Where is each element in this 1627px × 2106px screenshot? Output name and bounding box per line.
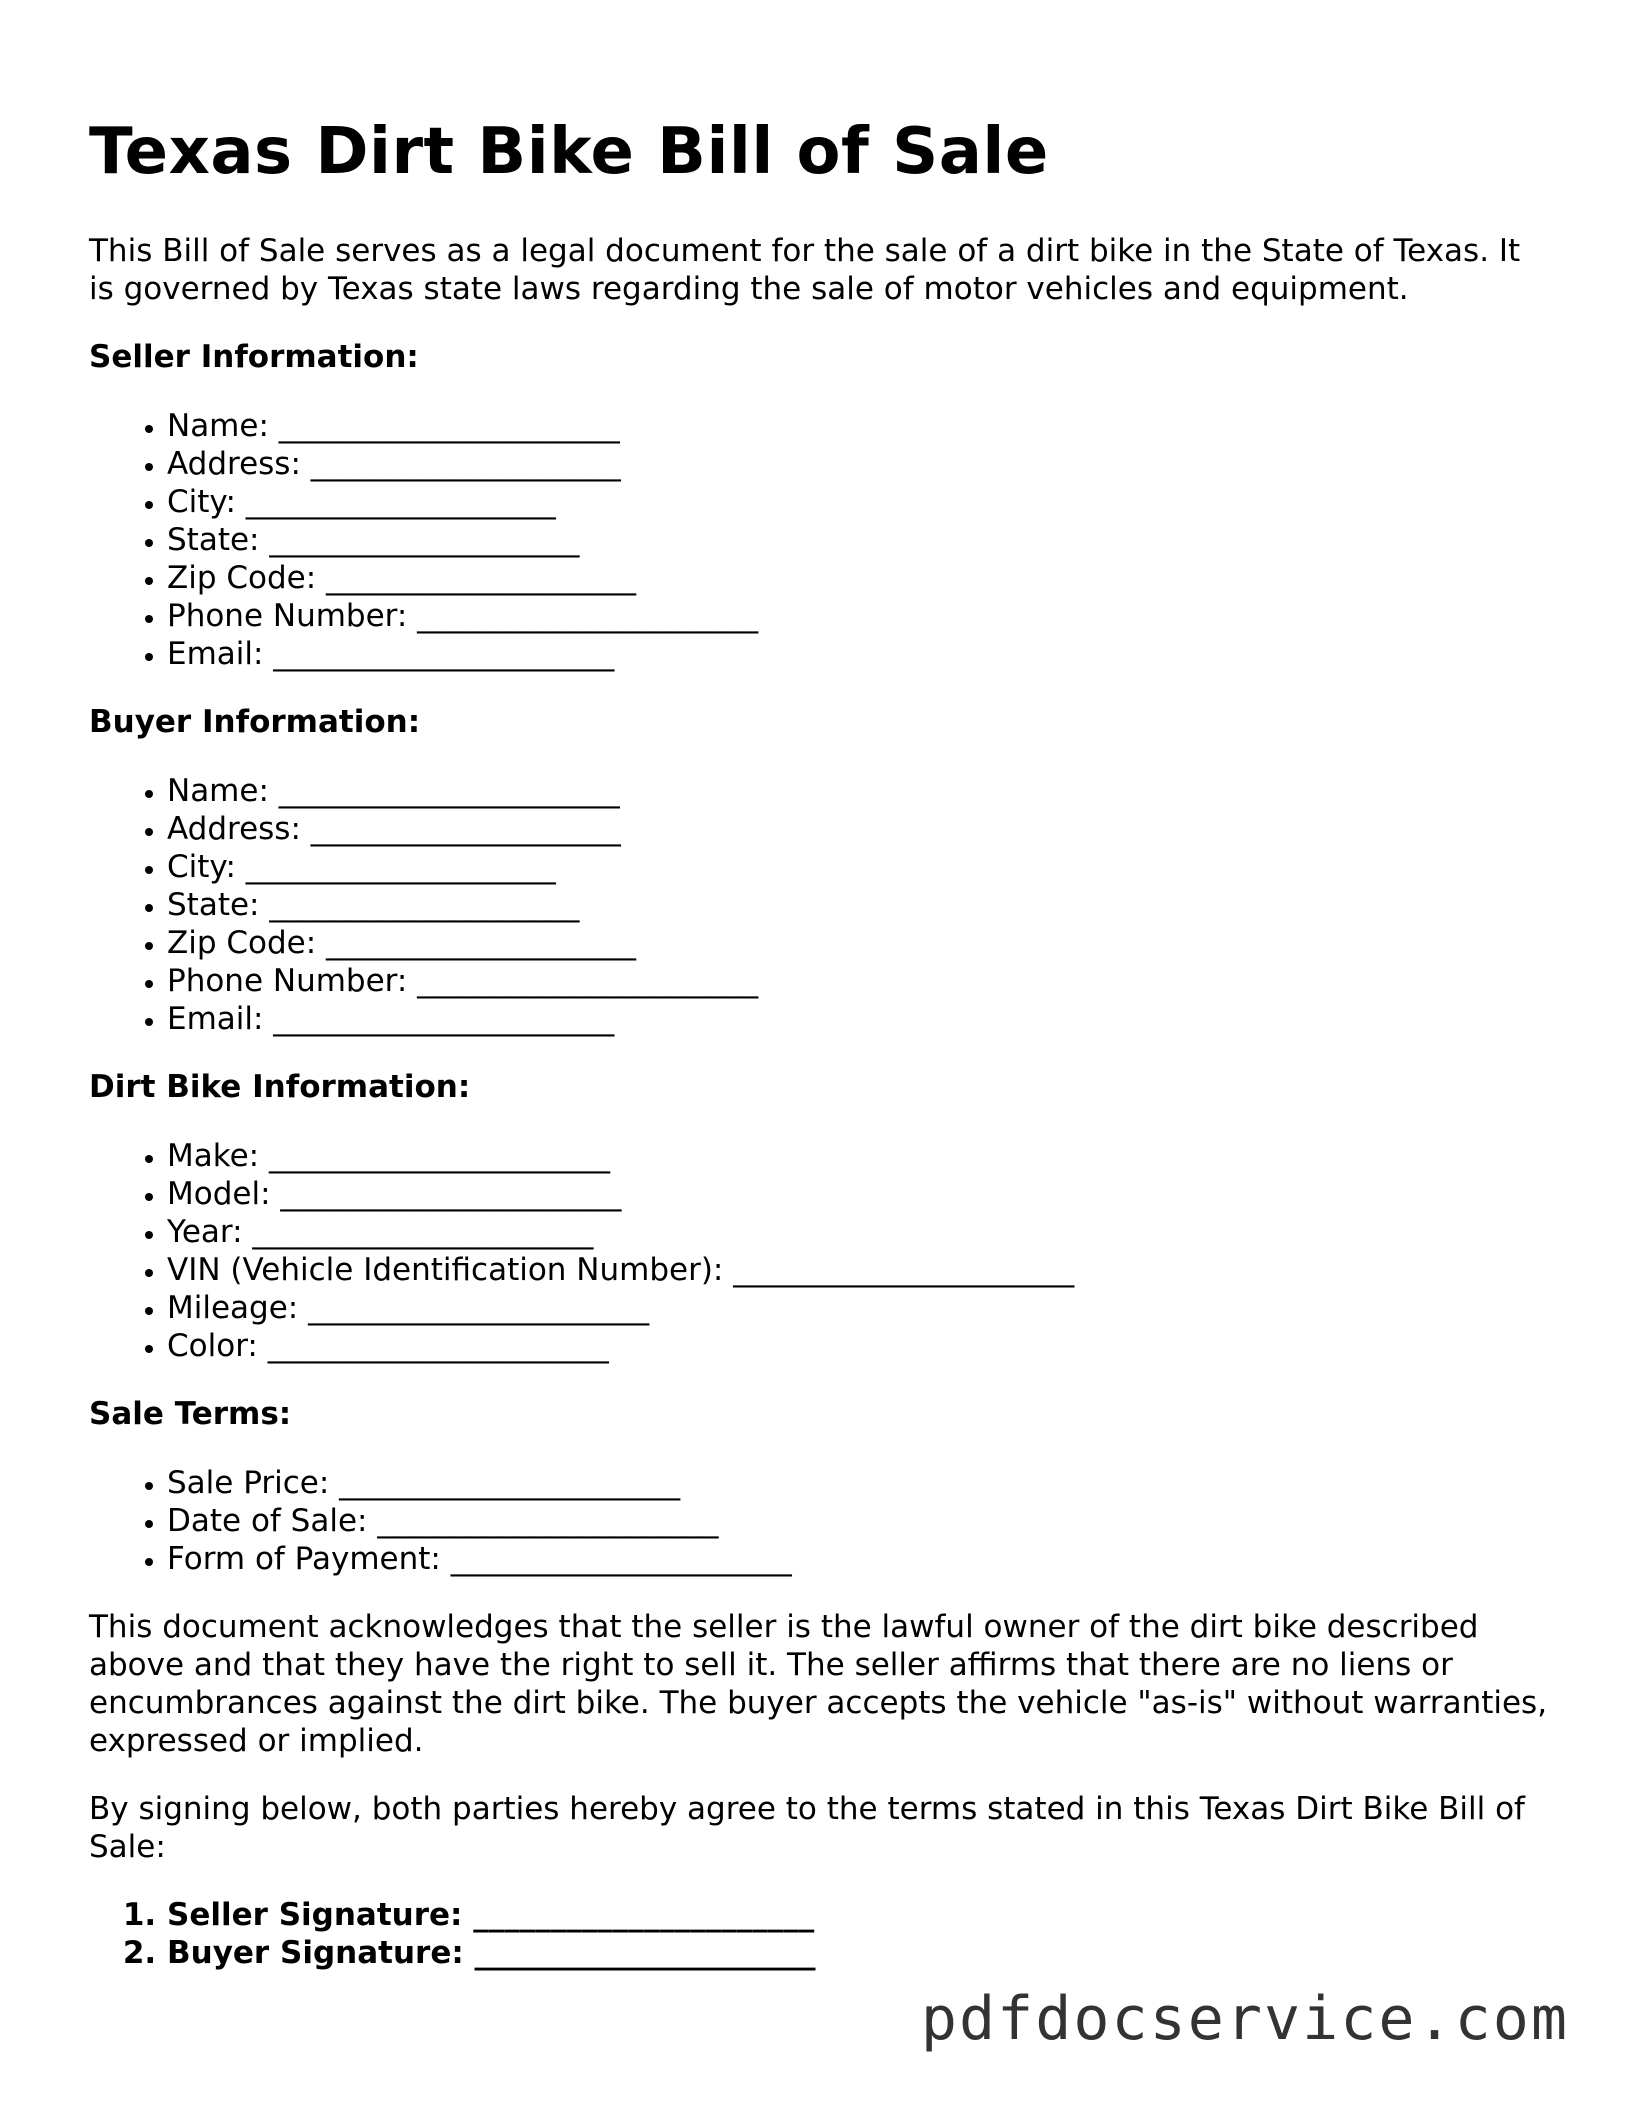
bike-color-field[interactable]: • Color: ______________________ (167, 1327, 1549, 1365)
intro-paragraph: This Bill of Sale serves as a legal document for the sale of a dirt bike in the State of Texas. It is governed by Texas state laws regarding the sale of motor vehicles and equipment. (89, 233, 1521, 307)
buyer-signature-field[interactable]: 2. Buyer Signature: ______________________ (167, 1934, 1549, 1972)
seller-address-field[interactable]: • Address: ____________________ (167, 445, 1549, 483)
bike-model-field[interactable]: • Model: ______________________ (167, 1175, 1549, 1213)
buyer-state-field[interactable]: • State: ____________________ (167, 886, 1549, 924)
seller-state-field[interactable]: • State: ____________________ (167, 521, 1549, 559)
acknowledgement-paragraph: This document acknowledges that the seller is the lawful owner of the dirt bike described above and that they have the right to sell it. The seller affirms that there are no liens or encumbrances against the dirt bike. The buyer accepts the vehicle "as-is" without warranties, expressed or implied. (89, 1609, 1548, 1759)
watermark-text: pdfdocservice.com (920, 1984, 1569, 2054)
seller-signature-field[interactable]: 1. Seller Signature: ______________________ (167, 1896, 1549, 1934)
bike-heading: Dirt Bike Information: (89, 1069, 471, 1105)
sale-date-field[interactable]: • Date of Sale: ______________________ (167, 1502, 1549, 1540)
buyer-heading: Buyer Information: (89, 704, 421, 740)
agreement-paragraph: By signing below, both parties hereby agree to the terms stated in this Texas Dirt Bike Bill of Sale: (89, 1791, 1525, 1865)
document-page (89, 112, 1549, 2002)
seller-email-field[interactable]: • Email: ______________________ (167, 635, 1549, 673)
buyer-field-list (89, 772, 1549, 1038)
bike-year-field[interactable]: • Year: ______________________ (167, 1213, 1549, 1251)
seller-name-field[interactable]: • Name: ______________________ (167, 407, 1549, 445)
bike-make-field[interactable]: • Make: ______________________ (167, 1137, 1549, 1175)
buyer-address-field[interactable]: • Address: ____________________ (167, 810, 1549, 848)
signature-list (89, 1896, 1549, 1972)
seller-zip-field[interactable]: • Zip Code: ____________________ (167, 559, 1549, 597)
buyer-name-field[interactable]: • Name: ______________________ (167, 772, 1549, 810)
terms-heading: Sale Terms: (89, 1396, 292, 1432)
bike-vin-field[interactable]: • VIN (Vehicle Identification Number): ______________________ (167, 1251, 1549, 1289)
seller-city-field[interactable]: • City: ____________________ (167, 483, 1549, 521)
payment-form-field[interactable]: • Form of Payment: ______________________ (167, 1540, 1549, 1578)
seller-field-list (89, 407, 1549, 673)
buyer-city-field[interactable]: • City: ____________________ (167, 848, 1549, 886)
sale-price-field[interactable]: • Sale Price: ______________________ (167, 1464, 1549, 1502)
bike-mileage-field[interactable]: • Mileage: ______________________ (167, 1289, 1549, 1327)
bike-field-list (89, 1137, 1549, 1365)
buyer-email-field[interactable]: • Email: ______________________ (167, 1000, 1549, 1038)
seller-phone-field[interactable]: • Phone Number: ______________________ (167, 597, 1549, 635)
document-title: Texas Dirt Bike Bill of Sale (89, 115, 1049, 189)
buyer-phone-field[interactable]: • Phone Number: ______________________ (167, 962, 1549, 1000)
buyer-zip-field[interactable]: • Zip Code: ____________________ (167, 924, 1549, 962)
seller-heading: Seller Information: (89, 339, 419, 375)
terms-field-list (89, 1464, 1549, 1578)
